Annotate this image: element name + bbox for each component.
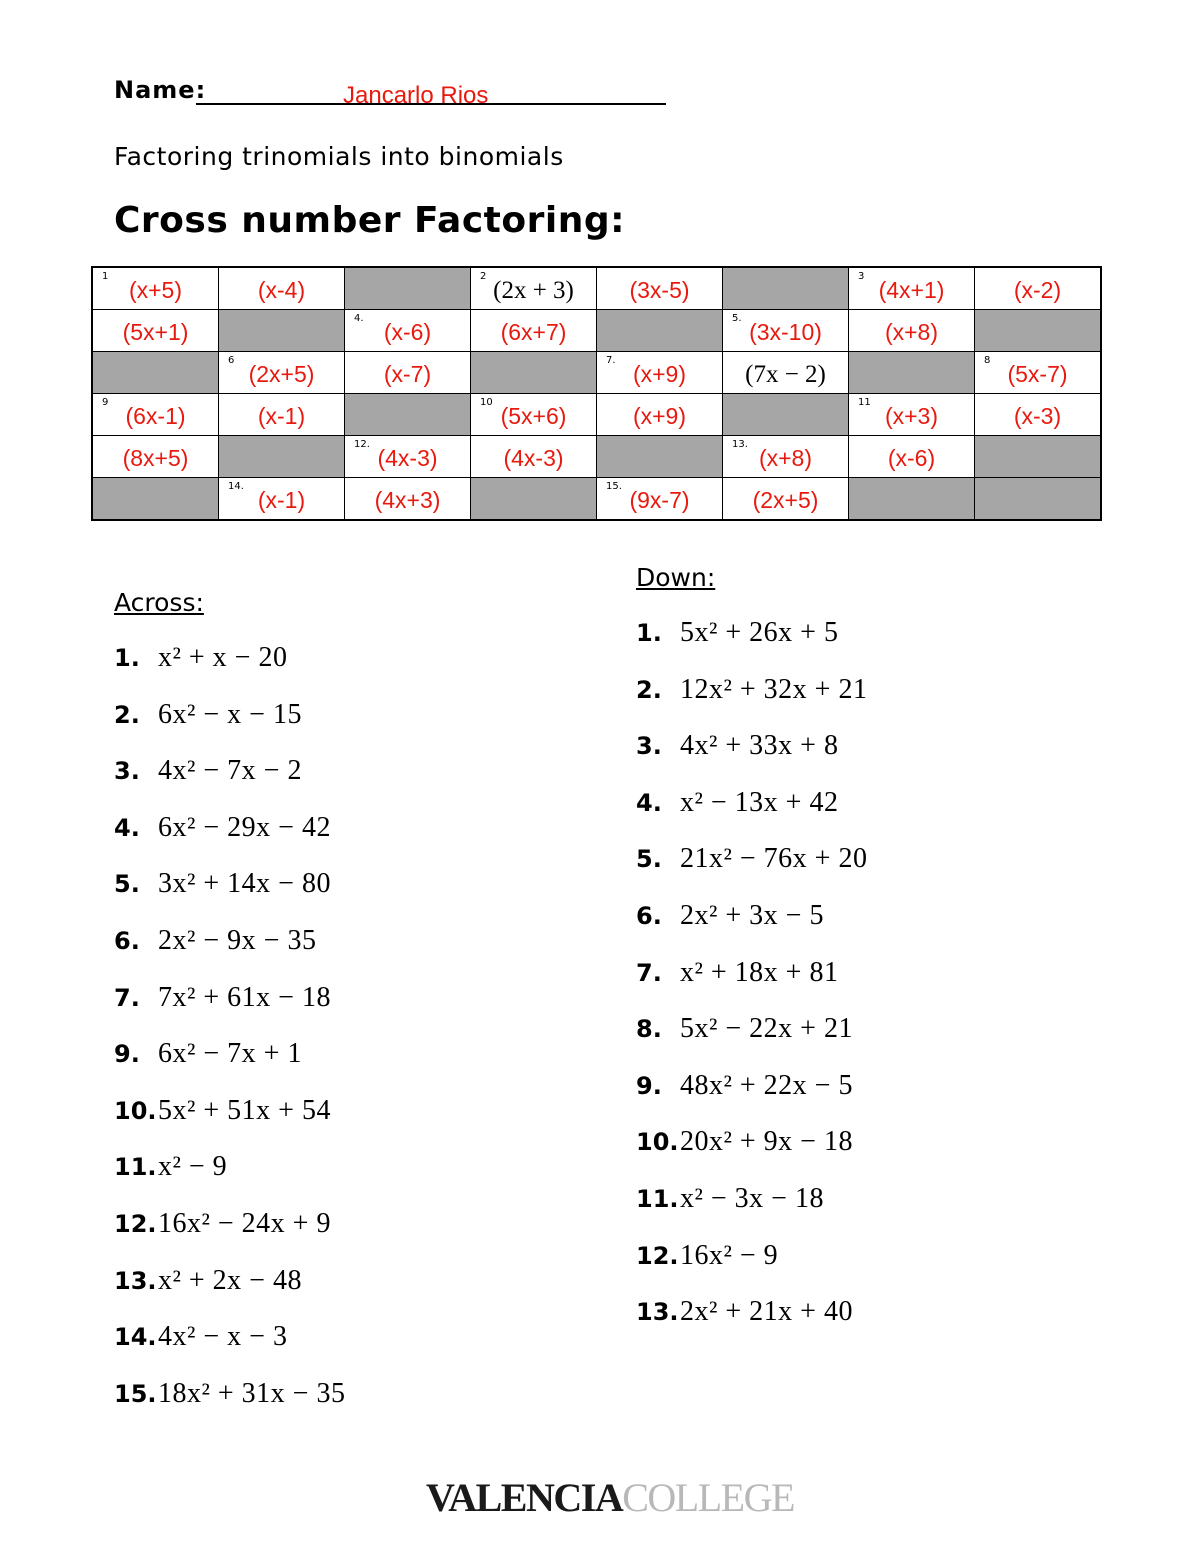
grid-cell <box>219 267 345 310</box>
answer-text: (x-6) <box>383 319 432 345</box>
clue-number: 7. <box>606 355 616 366</box>
grid-cell <box>92 436 219 478</box>
answer-text: (5x-7) <box>1007 361 1068 387</box>
down-clue-list <box>636 617 867 1353</box>
down-clue <box>636 1013 867 1070</box>
clue-number: 3. <box>636 732 662 761</box>
clue-number: 4. <box>636 788 662 817</box>
down-clue <box>636 900 867 957</box>
across-heading: Across: <box>114 588 204 617</box>
answer-text: (3x-10) <box>749 319 822 345</box>
clue-number: 12. <box>114 1209 157 1238</box>
answer-text: (4x+1) <box>878 277 945 303</box>
grid-cell <box>723 352 849 394</box>
clue-expression: 5x² − 22x + 21 <box>680 1013 853 1045</box>
grid-cell <box>345 436 471 478</box>
across-clue <box>114 812 345 869</box>
answer-text: (x-6) <box>887 445 936 471</box>
grid-cell <box>597 352 723 394</box>
grid-row <box>92 436 1101 478</box>
clue-number: 4. <box>114 813 140 842</box>
across-clue <box>114 1208 345 1265</box>
clue-number: 4. <box>354 313 364 324</box>
clue-number: 1. <box>114 644 140 672</box>
grid-cell <box>849 394 975 436</box>
clue-number: 9. <box>114 1040 140 1069</box>
clue-expression: x² − 13x + 42 <box>680 786 839 818</box>
answer-text: (x+8) <box>884 319 939 345</box>
grid-row <box>92 267 1101 310</box>
clue-expression: 2x² + 21x + 40 <box>680 1296 853 1328</box>
answer-text: (3x-5) <box>629 277 690 303</box>
grid-cell-shaded <box>723 267 849 310</box>
grid-cell <box>471 436 597 478</box>
grid-cell-shaded <box>219 310 345 352</box>
clue-expression: 4x² + 33x + 8 <box>680 730 839 762</box>
grid-cell-shaded <box>219 436 345 478</box>
answer-text: (x+9) <box>632 403 687 429</box>
down-clue <box>636 843 867 900</box>
clue-number: 8 <box>984 355 991 366</box>
answer-text: (9x-7) <box>629 487 690 513</box>
clue-expression: 16x² − 9 <box>680 1239 779 1271</box>
clue-number: 14. <box>114 1323 157 1352</box>
clue-expression: 6x² − 7x + 1 <box>158 1038 302 1070</box>
across-clue <box>114 1265 345 1322</box>
down-clue <box>636 674 867 731</box>
clue-number: 5. <box>114 870 140 899</box>
grid-cell <box>345 352 471 394</box>
down-clue <box>636 730 867 787</box>
grid-cell <box>92 310 219 352</box>
clue-number: 1. <box>636 619 662 647</box>
down-clue <box>636 957 867 1014</box>
clue-number: 7. <box>114 983 140 1012</box>
clue-number: 15. <box>114 1379 157 1408</box>
across-clue <box>114 982 345 1039</box>
answer-text: (6x+7) <box>500 319 567 345</box>
grid-cell-shaded <box>723 394 849 436</box>
grid-cell <box>723 478 849 521</box>
grid-cell-shaded <box>849 352 975 394</box>
clue-number: 5. <box>636 845 662 874</box>
clue-number: 13. <box>114 1266 157 1295</box>
grid-cell <box>597 267 723 310</box>
clue-number: 3. <box>114 757 140 786</box>
clue-number: 11. <box>114 1153 157 1182</box>
clue-number: 1 <box>102 271 109 282</box>
answer-text: (6x-1) <box>125 403 186 429</box>
answer-text: (x-7) <box>383 361 432 387</box>
clue-number: 2 <box>480 271 487 282</box>
clue-expression: 4x² − 7x − 2 <box>158 755 302 787</box>
clue-number: 9 <box>102 397 109 408</box>
grid-cell <box>975 352 1102 394</box>
answer-text: (8x+5) <box>122 445 189 471</box>
clue-number: 8. <box>636 1015 662 1044</box>
grid-cell <box>92 394 219 436</box>
grid-cell <box>471 267 597 310</box>
across-clue <box>114 1321 345 1378</box>
across-clue <box>114 925 345 982</box>
grid-cell-shaded <box>975 436 1102 478</box>
answer-text: (7x − 2) <box>745 360 826 388</box>
grid-cell-shaded <box>345 267 471 310</box>
clue-number: 10 <box>480 397 493 408</box>
grid-row <box>92 310 1101 352</box>
grid-cell <box>723 436 849 478</box>
across-clue <box>114 1038 345 1095</box>
grid-row <box>92 394 1101 436</box>
answer-text: (2x + 3) <box>493 276 574 304</box>
across-clue <box>114 699 345 756</box>
answer-text: (x-1) <box>257 487 306 513</box>
clue-expression: x² + 2x − 48 <box>158 1264 302 1296</box>
clue-expression: x² + x − 20 <box>158 642 288 673</box>
clue-number: 11. <box>636 1184 679 1213</box>
down-clue <box>636 617 867 674</box>
clue-number: 7. <box>636 958 662 987</box>
name-label: Name: <box>114 76 207 104</box>
clue-expression: 3x² + 14x − 80 <box>158 868 331 900</box>
clue-expression: 4x² − x − 3 <box>158 1321 288 1353</box>
down-clue <box>636 1070 867 1127</box>
answer-text: (4x+3) <box>374 487 441 513</box>
down-clue <box>636 1183 867 1240</box>
grid-cell-shaded <box>471 352 597 394</box>
down-clue <box>636 1240 867 1297</box>
down-clue <box>636 1296 867 1353</box>
grid-cell <box>849 267 975 310</box>
clue-number: 10. <box>114 1096 157 1125</box>
answer-text: (x-4) <box>257 277 306 303</box>
subtitle: Factoring trinomials into binomials <box>114 142 564 171</box>
across-clue-list <box>114 642 345 1434</box>
grid-cell <box>723 310 849 352</box>
grid-cell-shaded <box>597 436 723 478</box>
clue-expression: 6x² − 29x − 42 <box>158 811 331 843</box>
clue-expression: 20x² + 9x − 18 <box>680 1126 853 1158</box>
clue-number: 12. <box>636 1241 679 1270</box>
clue-expression: 12x² + 32x + 21 <box>680 673 868 705</box>
clue-number: 15. <box>606 481 622 492</box>
grid-cell-shaded <box>975 478 1102 521</box>
clue-expression: 16x² − 24x + 9 <box>158 1207 331 1239</box>
answer-text: (2x+5) <box>248 361 315 387</box>
across-clue <box>114 868 345 925</box>
clue-number: 13. <box>732 439 748 450</box>
grid-cell <box>597 478 723 521</box>
down-heading: Down: <box>636 563 716 592</box>
clue-number: 2. <box>636 675 662 704</box>
logo-light-text: COLLEGE <box>622 1475 794 1520</box>
clue-expression: 7x² + 61x − 18 <box>158 981 331 1013</box>
across-clue <box>114 1378 345 1435</box>
answer-text: (5x+1) <box>122 319 189 345</box>
name-value: Jancarlo Rios <box>343 82 489 109</box>
grid-row <box>92 352 1101 394</box>
clue-expression: 5x² + 51x + 54 <box>158 1094 331 1126</box>
answer-text: (2x+5) <box>752 487 819 513</box>
clue-expression: x² − 9 <box>158 1151 228 1183</box>
answer-text: (4x-3) <box>377 445 438 471</box>
grid-cell <box>849 310 975 352</box>
grid-cell-shaded <box>345 394 471 436</box>
clue-expression: 5x² + 26x + 5 <box>680 617 839 648</box>
clue-number: 6 <box>228 355 235 366</box>
grid-cell-shaded <box>597 310 723 352</box>
grid-cell <box>597 394 723 436</box>
clue-number: 10. <box>636 1128 679 1157</box>
clue-expression: 2x² + 3x − 5 <box>680 899 824 931</box>
answer-text: (x+8) <box>758 445 813 471</box>
grid-cell-shaded <box>92 478 219 521</box>
clue-number: 11 <box>858 397 871 408</box>
answer-text: (x+9) <box>632 361 687 387</box>
across-clue <box>114 642 345 699</box>
clue-expression: x² − 3x − 18 <box>680 1182 824 1214</box>
answer-text: (x+5) <box>128 277 183 303</box>
clue-expression: 6x² − x − 15 <box>158 698 302 730</box>
answer-text: (4x-3) <box>503 445 564 471</box>
grid-cell-shaded <box>471 478 597 521</box>
grid-cell <box>219 478 345 521</box>
grid-cell-shaded <box>849 478 975 521</box>
answer-text: (x-2) <box>1013 277 1062 303</box>
clue-number: 5. <box>732 313 742 324</box>
clue-expression: 2x² − 9x − 35 <box>158 924 317 956</box>
answer-text: (x-3) <box>1013 403 1062 429</box>
grid-cell <box>345 310 471 352</box>
clue-expression: 21x² − 76x + 20 <box>680 843 868 875</box>
clue-number: 3 <box>858 271 865 282</box>
valencia-college-logo <box>426 1474 794 1521</box>
grid-cell <box>471 310 597 352</box>
grid-cell <box>345 478 471 521</box>
answer-text: (5x+6) <box>500 403 567 429</box>
clue-number: 2. <box>114 700 140 729</box>
clue-number: 13. <box>636 1298 679 1327</box>
grid-cell <box>92 267 219 310</box>
across-clue <box>114 1095 345 1152</box>
grid-cell <box>975 394 1102 436</box>
grid-cell-shaded <box>975 310 1102 352</box>
clue-expression: 48x² + 22x − 5 <box>680 1069 853 1101</box>
grid-cell-shaded <box>92 352 219 394</box>
answer-text: (x+3) <box>884 403 939 429</box>
clue-number: 6. <box>636 901 662 930</box>
down-clue <box>636 787 867 844</box>
clue-number: 12. <box>354 439 370 450</box>
logo-bold-text: VALENCIA <box>426 1475 623 1520</box>
grid-cell <box>975 267 1102 310</box>
down-clue <box>636 1126 867 1183</box>
grid-cell <box>471 394 597 436</box>
answer-text: (x-1) <box>257 403 306 429</box>
across-clue <box>114 1151 345 1208</box>
grid-cell <box>849 436 975 478</box>
clue-expression: x² + 18x + 81 <box>680 956 839 988</box>
page-title: Cross number Factoring: <box>114 200 625 241</box>
grid-row <box>92 478 1101 521</box>
grid-cell <box>219 352 345 394</box>
clue-number: 6. <box>114 926 140 955</box>
clue-expression: 18x² + 31x − 35 <box>158 1377 346 1409</box>
cross-number-grid <box>91 266 1102 521</box>
across-clue <box>114 755 345 812</box>
grid-cell <box>219 394 345 436</box>
clue-number: 14. <box>228 481 244 492</box>
clue-number: 9. <box>636 1071 662 1100</box>
